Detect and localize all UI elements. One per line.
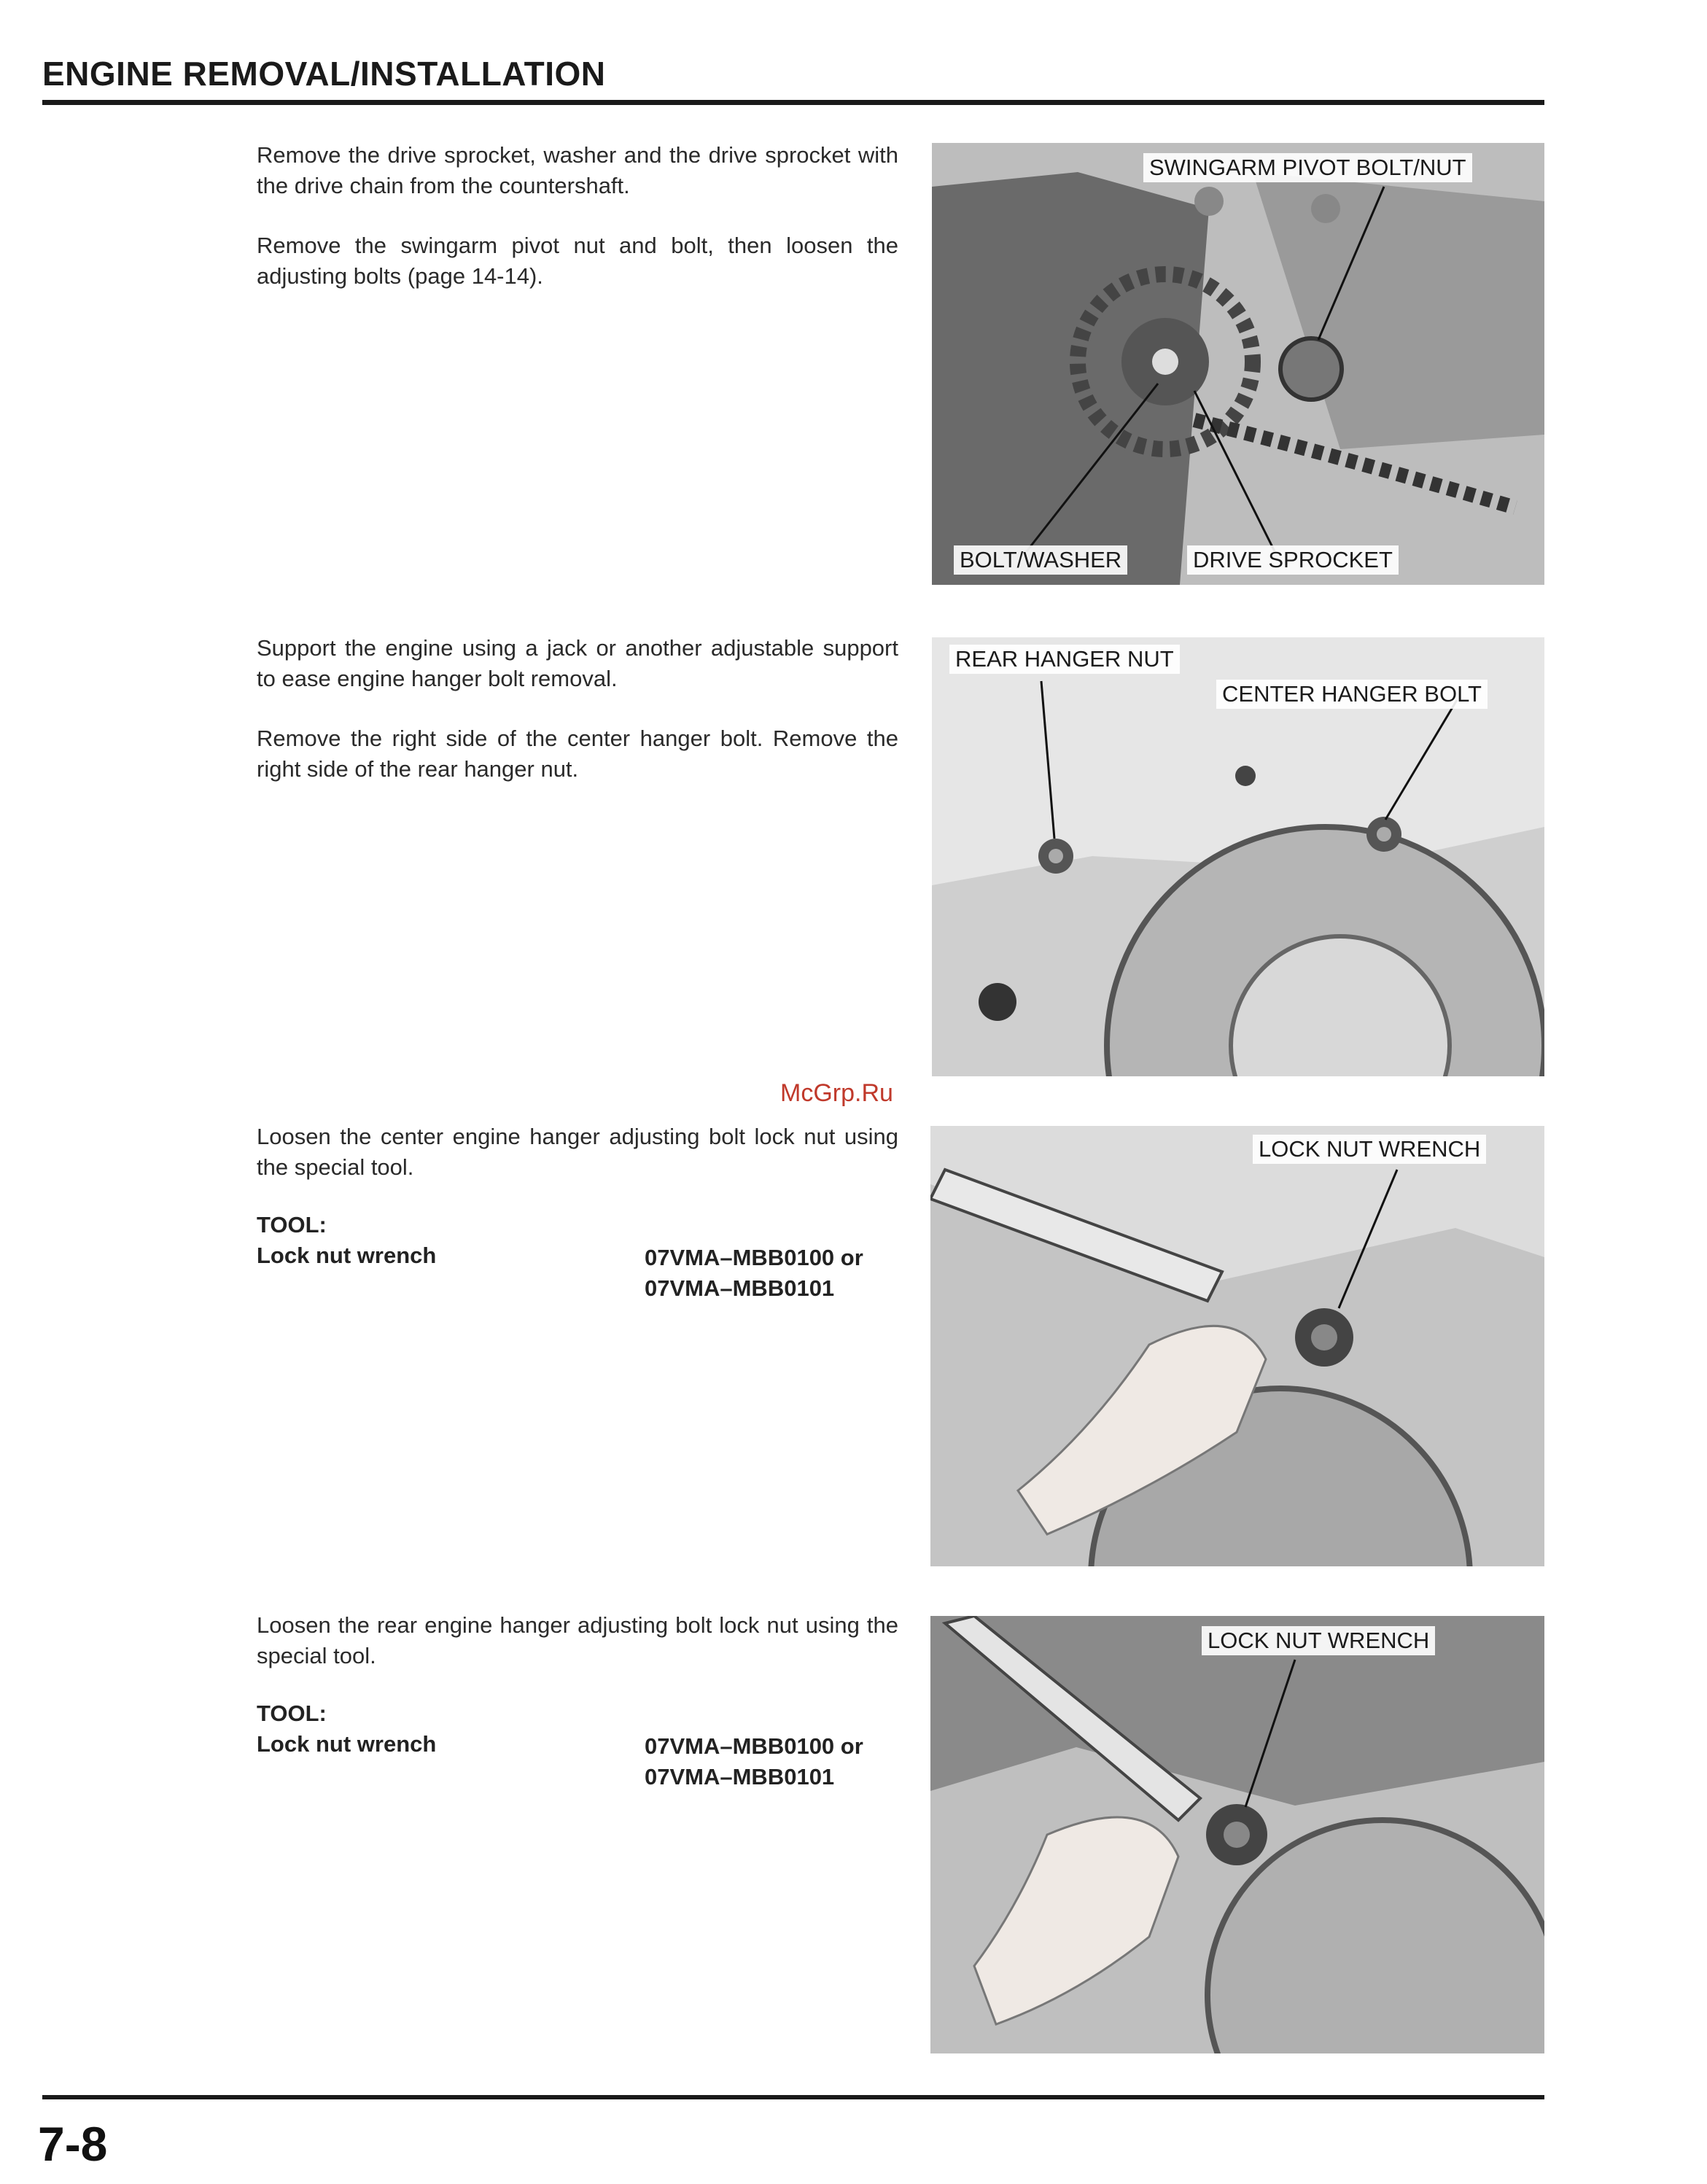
- paragraph: Support the engine using a jack or another adjustable support to ease engine hanger bolt removal.: [257, 635, 898, 691]
- callout-rear-hanger-nut: REAR HANGER NUT: [949, 645, 1180, 674]
- callout-drive-sprocket: DRIVE SPROCKET: [1187, 545, 1399, 575]
- tool-part-number: 07VMA–MBB0100 or: [645, 1245, 863, 1270]
- callout-lock-nut-wrench: LOCK NUT WRENCH: [1202, 1626, 1435, 1655]
- page-number: 7-8: [38, 2117, 108, 2171]
- header-rule: [42, 100, 1544, 105]
- tool-part-number: 07VMA–MBB0101: [645, 1764, 835, 1789]
- tool-part-number: 07VMA–MBB0100 or: [645, 1733, 863, 1759]
- page-header-title: ENGINE REMOVAL/INSTALLATION: [42, 55, 606, 93]
- paragraph: Loosen the center engine hanger adjusting bolt lock nut using the special tool.: [257, 1124, 898, 1180]
- figure-hanger-photo: [932, 637, 1544, 1076]
- tool-heading: TOOL:: [257, 1212, 327, 1237]
- callout-center-hanger-bolt: CENTER HANGER BOLT: [1216, 680, 1488, 709]
- paragraph: Remove the swingarm pivot nut and bolt, then loosen the adjusting bolts (page 14-14).: [257, 233, 898, 289]
- tool-name: Lock nut wrench: [257, 1243, 437, 1268]
- tool-heading: TOOL:: [257, 1701, 327, 1726]
- paragraph: Remove the drive sprocket, washer and the drive sprocket with the drive chain from the countershaft.: [257, 142, 898, 198]
- section-2-text: [257, 633, 898, 814]
- section-3-text: [257, 1122, 898, 1308]
- section-1-text: [257, 140, 898, 321]
- tool-part-number: 07VMA–MBB0101: [645, 1275, 835, 1301]
- paragraph: Remove the right side of the center hanger bolt. Remove the right side of the rear hanger nut.: [257, 726, 898, 782]
- section-4-text: [257, 1610, 898, 1797]
- tool-part-numbers: [645, 1731, 863, 1792]
- tool-row: [257, 1731, 898, 1797]
- tool-name: Lock nut wrench: [257, 1731, 437, 1757]
- callout-bolt-washer: BOLT/WASHER: [954, 545, 1127, 575]
- figure-center-lock-nut-photo: [930, 1126, 1544, 1566]
- photo-illustration: [930, 1616, 1544, 2053]
- photo-illustration: [930, 1126, 1544, 1566]
- footer-rule: [42, 2095, 1544, 2099]
- paragraph: Loosen the rear engine hanger adjusting bolt lock nut using the special tool.: [257, 1612, 898, 1668]
- callout-lock-nut-wrench: LOCK NUT WRENCH: [1253, 1135, 1486, 1164]
- tool-row: [257, 1243, 898, 1308]
- watermark: McGrp.Ru: [780, 1079, 893, 1107]
- photo-illustration: [932, 143, 1544, 585]
- tool-part-numbers: [645, 1243, 863, 1304]
- callout-swingarm-pivot-bolt-nut: SWINGARM PIVOT BOLT/NUT: [1143, 153, 1472, 182]
- figure-drive-sprocket-photo: [932, 143, 1544, 585]
- figure-rear-lock-nut-photo: [930, 1616, 1544, 2053]
